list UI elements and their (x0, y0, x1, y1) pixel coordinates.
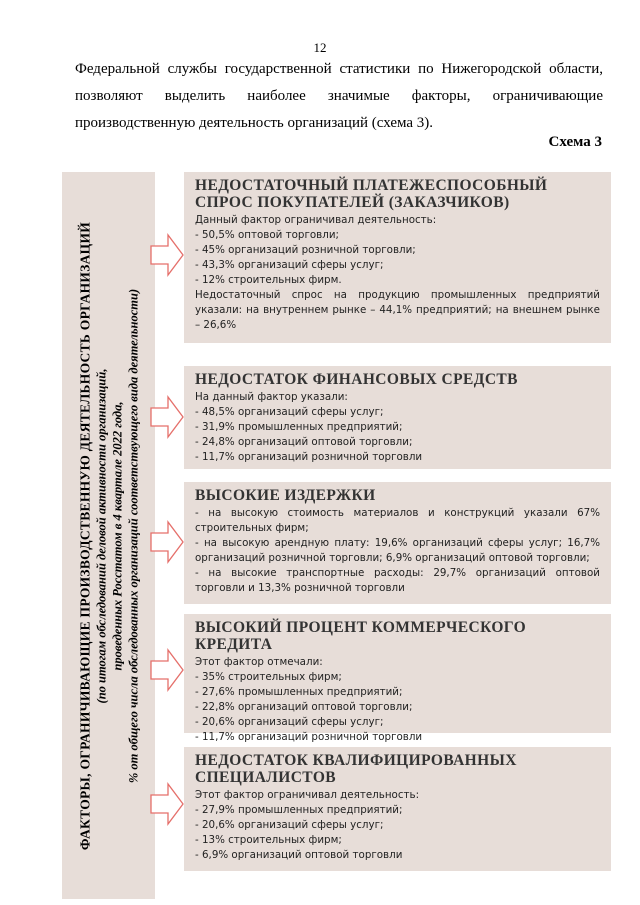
factor-title: НЕДОСТАТОЧНЫЙ ПЛАТЕЖЕСПОСОБНЫЙ СПРОС ПОКУПАТЕЛЕЙ (ЗАКАЗЧИКОВ) (195, 177, 548, 211)
factor-box-credit (184, 614, 611, 743)
factor-item: - 48,5% организаций сферы услуг; (195, 406, 384, 418)
scheme-label: Схема 3 (548, 134, 602, 150)
factors-sidebar (62, 172, 155, 899)
factor-intro: Этот фактор ограничивал деятельность: (195, 789, 420, 801)
sidebar-title: ФАКТОРЫ, ОГРАНИЧИВАЮЩИЕ ПРОИЗВОДСТВЕННУЮ ДЕЯТЕЛЬНОСТЬ ОРГАНИЗАЦИЙ (77, 221, 92, 850)
factor-title: НЕДОСТАТОК ФИНАНСОВЫХ СРЕДСТВ (195, 371, 518, 388)
intro-paragraph (75, 56, 603, 137)
sidebar-subtitle-3: % от общего числа обследованных организаций соответствующего вида деятельности) (126, 288, 140, 783)
factor-intro: Данный фактор ограничивал деятельность: (195, 214, 437, 226)
factor-item: - 27,9% промышленных предприятий; (195, 804, 403, 816)
factor-item: - 50,5% оптовой торговли; (195, 229, 339, 241)
factor-item: - 24,8% организаций оптовой торговли; (195, 436, 413, 448)
factor-item: - на высокие транспортные расходы: 29,7% организаций оптовой торговли и 13,3% розничной торговли (195, 567, 600, 594)
arrow-right-icon (150, 648, 184, 692)
sidebar-rotated-text (62, 176, 155, 896)
arrow-right-icon (150, 395, 184, 439)
factor-title: ВЫСОКИЕ ИЗДЕРЖКИ (195, 487, 376, 504)
factor-item: - 13% строительных фирм; (195, 834, 342, 846)
factor-item: - на высокую арендную плату: 19,6% организаций сферы услуг; 16,7% организаций розничной торговли; 6,9% организаций оптовой торговли; (195, 537, 600, 564)
factor-note: Недостаточный спрос на продукцию промышленных предприятий указали: на внутреннем рынке – 44,1% предприятий; на внешнем рынке – 26,6% (195, 289, 600, 331)
factor-item: - 35% строительных фирм; (195, 671, 342, 683)
factor-intro: Этот фактор отмечали: (195, 656, 323, 668)
arrow-right-icon (150, 233, 184, 277)
factor-box-staff (184, 747, 611, 871)
factor-item: - 31,9% промышленных предприятий; (195, 421, 403, 433)
factor-item: - 11,7% организаций розничной торговли (195, 731, 423, 743)
factor-item: - 27,6% промышленных предприятий; (195, 686, 403, 698)
factor-box-demand (184, 172, 611, 343)
factor-box-costs (184, 482, 611, 604)
factor-title: ВЫСОКИЙ ПРОЦЕНТ КОММЕРЧЕСКОГО КРЕДИТА (195, 619, 527, 653)
factor-title: НЕДОСТАТОК КВАЛИФИЦИРОВАННЫХ СПЕЦИАЛИСТОВ (195, 752, 517, 786)
arrow-right-icon (150, 520, 184, 564)
factor-item: - 20,6% организаций сферы услуг; (195, 819, 384, 831)
factor-item: - 22,8% организаций оптовой торговли; (195, 701, 413, 713)
factor-item: - 6,9% организаций оптовой торговли (195, 849, 403, 861)
intro-line-1: Федеральной службы государственной статистики по Нижегородской области, (75, 61, 603, 77)
factor-item: - 43,3% организаций сферы услуг; (195, 259, 384, 271)
intro-line-2: позволяют выделить наиболее значимые факторы, ограничивающие (75, 88, 603, 104)
intro-line-3: производственную деятельность организаций (схема 3). (75, 115, 434, 131)
factor-item: - 45% организаций розничной торговли; (195, 244, 416, 256)
factor-box-finance (184, 366, 611, 469)
factor-item: - 12% строительных фирм. (195, 274, 342, 286)
factor-item: - на высокую стоимость материалов и конструкций указали 67% строительных фирм; (195, 507, 600, 534)
arrow-right-icon (150, 782, 184, 826)
factor-intro: На данный фактор указали: (195, 391, 348, 403)
sidebar-subtitle-2: проведенных Росстатом в 4 квартале 2022 года, (110, 400, 124, 671)
sidebar-subtitle-1: (по итогам обследований деловой активности организаций, (94, 368, 108, 703)
factor-item: - 20,6% организаций сферы услуг; (195, 716, 384, 728)
page-number: 12 (313, 40, 327, 55)
factor-item: - 11,7% организаций розничной торговли (195, 451, 423, 463)
